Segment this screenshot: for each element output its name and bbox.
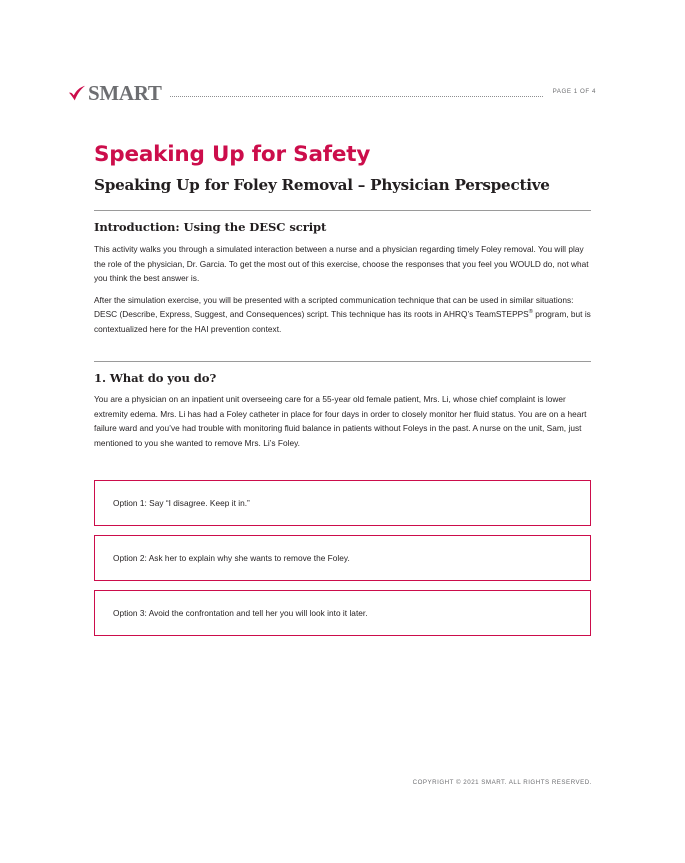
logo-wordmark: SMART (88, 80, 162, 105)
registered-trademark-symbol: ® (528, 309, 533, 316)
option-list (94, 480, 591, 636)
option-2-box[interactable] (94, 535, 591, 581)
question-1-heading: 1. What do you do? (94, 371, 217, 385)
option-1-box[interactable] (94, 480, 591, 526)
option-1-label: Option 1: Say “I disagree. Keep it in.” (113, 498, 250, 508)
introduction-paragraph-2-text-a: After the simulation exercise, you will be presented with a scripted communication technique that can be used in similar situations: DESC (Describe, Express, Suggest, and Consequences) script. This technique has its roots in AHRQ’s TeamSTEPPS (94, 294, 574, 320)
page-header (68, 78, 596, 108)
check-icon (68, 85, 87, 103)
copyright-notice: COPYRIGHT © 2021 SMART. ALL RIGHTS RESERVED. (412, 779, 592, 786)
introduction-body (94, 242, 592, 337)
divider-above-introduction (94, 210, 591, 211)
page-subtitle: Speaking Up for Foley Removal – Physician Perspective (94, 176, 550, 194)
introduction-paragraph-2 (94, 293, 592, 337)
divider-above-question-1 (94, 361, 591, 362)
introduction-paragraph-1: This activity walks you through a simulated interaction between a nurse and a physician regarding timely Foley removal. You will play the role of the physician, Dr. Garcia. To get the most out of this exercise, choose the responses that you feel you WOULD do, not what you think the best answer is. (94, 244, 589, 284)
page-title: Speaking Up for Safety (94, 142, 371, 167)
header-dotted-rule (170, 95, 543, 97)
question-1-scenario-paragraph: You are a physician on an inpatient unit overseeing care for a 55-year old female patient, Mrs. Li, whose chief complaint is lower extremity edema. Mrs. Li has had a Foley catheter in place for four days in order to closely monitor her fluid status. You are on a heart failure ward and you’ve had trouble with monitoring fluid balance in patients without Foleys in the past. A nurse on the unit, Sam, just mentioned to you she wanted to remove Mrs. Li’s Foley. (94, 394, 587, 448)
option-3-label: Option 3: Avoid the confrontation and tell her you will look into it later. (113, 608, 368, 618)
option-2-label: Option 2: Ask her to explain why she wants to remove the Foley. (113, 553, 350, 563)
smart-logo (68, 80, 162, 105)
page-number-label: PAGE 1 OF 4 (552, 88, 596, 95)
introduction-paragraph-2-text-b: program, but is contextualized here for the HAI prevention context. (94, 309, 591, 334)
option-3-box[interactable] (94, 590, 591, 636)
question-1-body (94, 392, 592, 450)
introduction-heading: Introduction: Using the DESC script (94, 220, 327, 234)
